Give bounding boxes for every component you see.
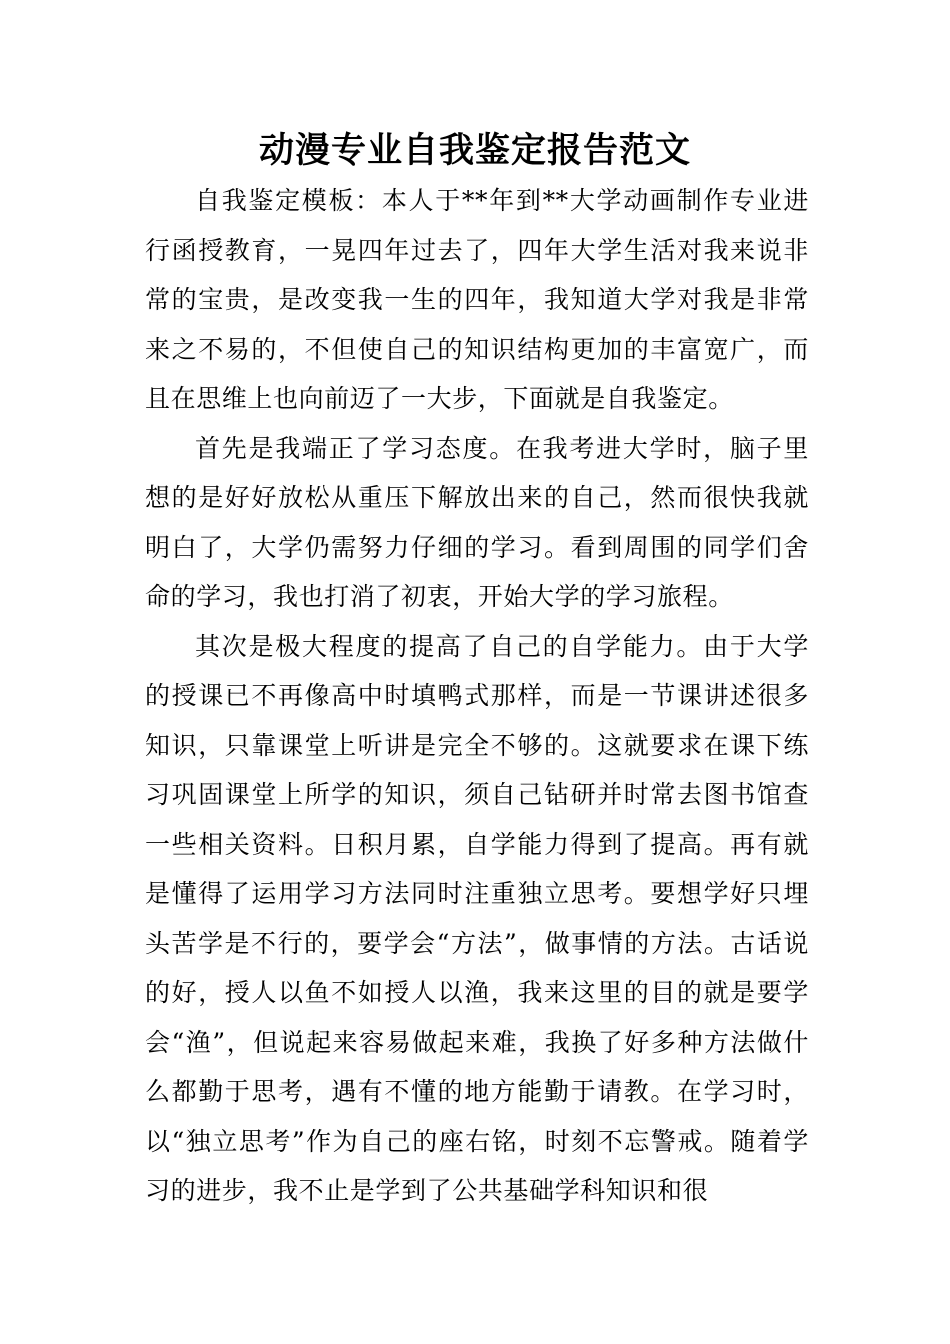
paragraph-1: 自我鉴定模板：本人于**年到**大学动画制作专业进行函授教育，一晃四年过去了，四年大学生活对我来说非常的宝贵，是改变我一生的四年，我知道大学对我是非常来之不易的，不但使自己的知识结构更加的丰富宽广，而且在思维上也向前迈了一大步，下面就是自我鉴定。: [145, 186, 809, 413]
document-title: 动漫专业自我鉴定报告范文: [258, 131, 691, 171]
document-body: [145, 176, 809, 1216]
paragraph-3: 其次是极大程度的提高了自己的自学能力。由于大学的授课已不再像高中时填鸭式那样，而是一节课讲述很多知识，只靠课堂上听讲是完全不够的。这就要求在课下练习巩固课堂上所学的知识，须自己钻研并时常去图书馆查一些相关资料。日积月累，自学能力得到了提高。再有就是懂得了运用学习方法同时注重独立思考。要想学好只埋头苦学是不行的，要学会“方法”，做事情的方法。古话说的好，授人以鱼不如授人以渔，我来这里的目的就是要学会“渔”，但说起来容易做起来难，我换了好多种方法做什么都勤于思考，遇有不懂的地方能勤于请教。在学习时，以“独立思考”作为自己的座右铭，时刻不忘警戒。随着学习的进步，我不止是学到了公共基础学科知识和很: [145, 631, 809, 1205]
paragraph-2: 首先是我端正了学习态度。在我考进大学时，脑子里想的是好好放松从重压下解放出来的自己，然而很快我就明白了，大学仍需努力仔细的学习。看到周围的同学们舍命的学习，我也打消了初衷，开始大学的学习旅程。: [145, 433, 809, 611]
